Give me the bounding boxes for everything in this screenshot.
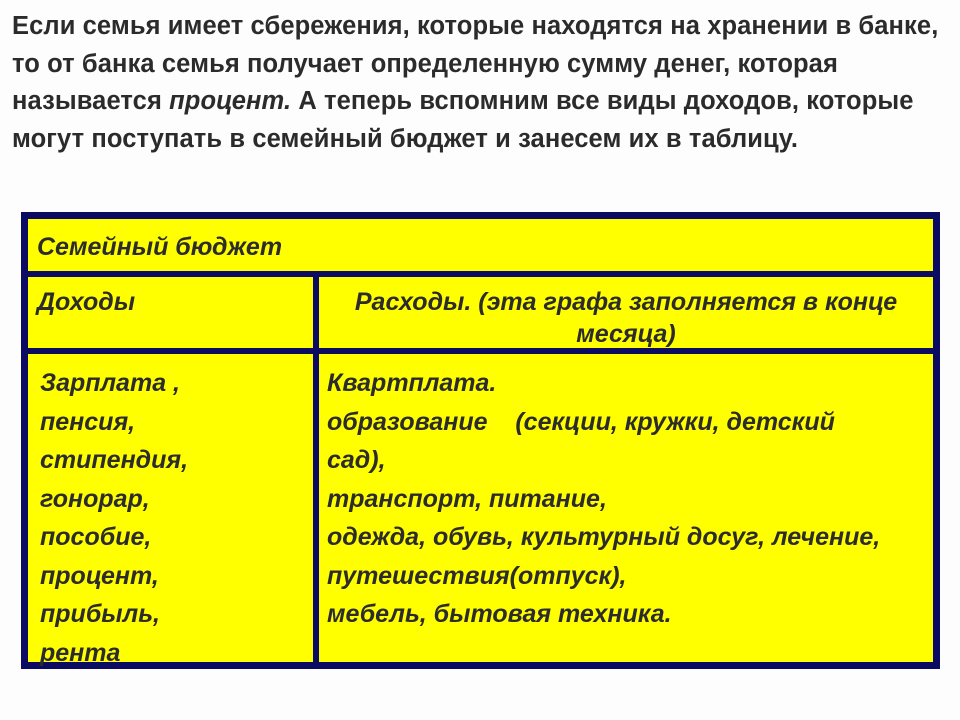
intro-paragraph: [12, 8, 952, 158]
intro-text-end: А теперь вспомним все виды доходов, которые могут поступать в семейный бюджет и занесем их в таблицу.: [12, 87, 914, 153]
expense-item: сад),: [327, 446, 386, 474]
expense-item: образование (секции, кружки, детский: [327, 407, 835, 436]
income-item: прибыль,: [40, 600, 160, 628]
income-header: Доходы: [28, 277, 313, 348]
expense-item: одежда, обувь, культурный досуг, лечение,: [327, 523, 881, 551]
income-item: гонорар,: [40, 484, 150, 513]
expense-item: мебель, бытовая техника.: [327, 600, 672, 628]
income-item: процент,: [40, 561, 159, 590]
income-item: стипендия,: [40, 446, 189, 474]
income-item: рента: [40, 638, 121, 667]
table-title: Семейный бюджет: [28, 219, 933, 271]
expense-item: Квартплата.: [327, 369, 497, 397]
income-item: пособие,: [40, 523, 152, 551]
intro-term: процент.: [169, 87, 292, 115]
expense-header: Расходы. (эта графа заполняется в конце месяца): [319, 277, 933, 348]
expense-item: путешествия(отпуск),: [327, 561, 627, 590]
income-item: пенсия,: [40, 407, 136, 436]
budget-table: [21, 212, 940, 669]
income-item: Зарплата ,: [40, 369, 180, 397]
income-list: [28, 354, 313, 667]
expense-item: транспорт, питание,: [327, 484, 607, 513]
expense-list: [319, 354, 933, 662]
intro-text-start: Если семья имеет сбережения, которые находятся на хранении в банке, то от банка семья получает определенную сумму денег, которая называется: [12, 12, 939, 115]
